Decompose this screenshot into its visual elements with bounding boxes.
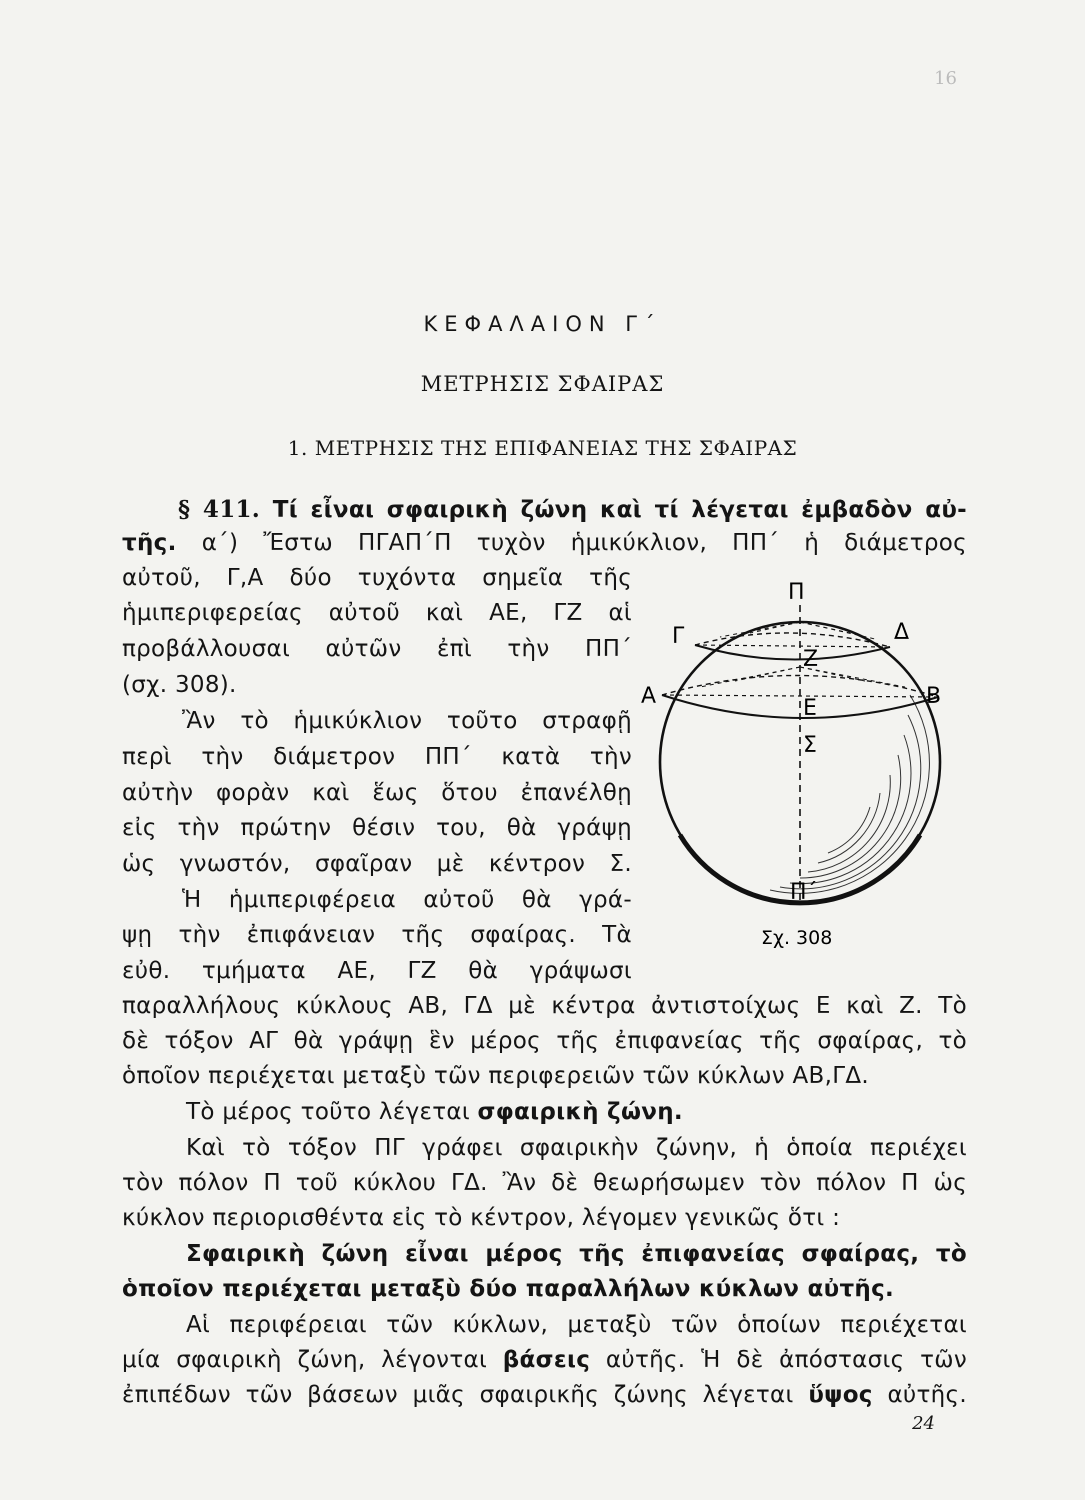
- body-line-17-text: Τὸ μέρος τοῦτο λέγεται: [186, 1099, 470, 1125]
- label-p: Π: [788, 580, 805, 605]
- body-line-1: [122, 530, 967, 556]
- section-heading: 1. ΜΕΤΡΗΣΙΣ ΤΗΣ ΕΠΙΦΑΝΕΙΑΣ ΤΗΣ ΣΦΑΙΡΑΣ: [287, 436, 798, 460]
- definition-line-1: Σφαιρικὴ ζώνη εἶναι μέρος τῆς ἐπιφανείας σφαίρας, τὸ: [186, 1241, 967, 1267]
- label-beta: Β: [926, 684, 942, 709]
- figure-308-sphere: [640, 575, 960, 955]
- body-line-5: (σχ. 308).: [122, 672, 237, 698]
- chapter-title: ΜΕΤΡΗΣΙΣ ΣΦΑΙΡΑΣ: [420, 372, 665, 396]
- faded-top-page-number: 16: [934, 68, 957, 89]
- para-number: § 411.: [178, 496, 261, 523]
- body-line-16: ὁποῖον περιέχεται μεταξὺ τῶν περιφερειῶν τῶν κύκλων ΑΒ,ΓΔ.: [122, 1063, 869, 1089]
- body-line-22-end: αὐτῆς. Ἡ δὲ ἀπόστασις τῶν: [605, 1347, 967, 1373]
- body-line-6: Ἂν τὸ ἡμικύκλιον τοῦτο στραφῇ: [182, 708, 632, 734]
- label-gamma: Γ: [672, 624, 685, 649]
- term-spherical-zone: σφαιρικὴ ζώνη.: [477, 1099, 683, 1125]
- definition-line-2: ὁποῖον περιέχεται μεταξὺ δύο παραλλήλων κύκλων αὐτῆς.: [122, 1276, 895, 1302]
- body-line-2: αὐτοῦ, Γ,Α δύο τυχόντα σημεῖα τῆς: [122, 565, 632, 591]
- label-p-prime: Π΄: [790, 880, 818, 905]
- page-number: 24: [912, 1413, 935, 1434]
- term-height: ὕψος: [808, 1382, 873, 1408]
- sphere-shading: [770, 695, 929, 893]
- body-line-10: ὡς γνωστόν, σφαῖραν μὲ κέντρον Σ.: [122, 851, 632, 877]
- body-line-23: [122, 1382, 967, 1408]
- body-line-11: Ἡ ἡμιπεριφέρεια αὐτοῦ θὰ γρά-: [182, 887, 632, 913]
- circle-gamma-delta-front: [695, 645, 890, 660]
- para-title-text: Τί εἶναι σφαιρικὴ ζώνη καὶ τί λέγεται ἐμβαδὸν αὐ-: [272, 497, 967, 523]
- term-bases: βάσεις: [502, 1347, 591, 1373]
- label-epsilon: Ε: [803, 696, 817, 721]
- para-title-end: τῆς.: [122, 530, 177, 556]
- body-line-12: ψῃ τὴν ἐπιφάνειαν τῆς σφαίρας. Τὰ: [122, 922, 632, 948]
- label-sigma: Σ: [803, 733, 817, 758]
- label-alpha: Α: [641, 684, 657, 709]
- body-line-21: Αἱ περιφέρειαι τῶν κύκλων, μεταξὺ τῶν ὁποίων περιέχεται: [186, 1312, 967, 1338]
- label-delta: Δ: [894, 620, 910, 645]
- body-line-8: αὐτὴν φορὰν καὶ ἕως ὅτου ἐπανέλθῃ: [122, 780, 632, 806]
- body-line-15: δὲ τόξον ΑΓ θὰ γράψῃ ἓν μέρος τῆς ἐπιφανείας τῆς σφαίρας, τὸ: [122, 1028, 967, 1054]
- body-line-14: παραλλήλους κύκλους ΑΒ, ΓΔ μὲ κέντρα ἀντιστοίχως Ε καὶ Ζ. Τὸ: [122, 993, 967, 1019]
- para-title-line-1: [178, 496, 967, 523]
- body-line-22: [122, 1347, 967, 1373]
- body-line-20: κύκλον περιορισθέντα εἰς τὸ κέντρον, λέγομεν γενικῶς ὅτι :: [122, 1205, 841, 1231]
- body-line-3: ἡμιπεριφερείας αὐτοῦ καὶ ΑΕ, ΓΖ αἱ: [122, 600, 632, 626]
- body-line-7: περὶ τὴν διάμετρον ΠΠ΄ κατὰ τὴν: [122, 744, 632, 770]
- body-line-13: εὐθ. τμήματα ΑΕ, ΓΖ θὰ γράψωσι: [122, 958, 632, 984]
- figure-caption: Σχ. 308: [761, 927, 833, 949]
- body-line-23-end: αὐτῆς.: [887, 1382, 967, 1408]
- spokes-top: [720, 622, 875, 639]
- body-line-17: [186, 1099, 683, 1125]
- body-line-1-text: α΄) Ἔστω ΠΓΑΠ΄Π τυχὸν ἡμικύκλιον, ΠΠ΄ ἡ διάμετρος: [201, 530, 967, 556]
- body-line-19: τὸν πόλον Π τοῦ κύκλου ΓΔ. Ἂν δὲ θεωρήσωμεν τὸν πόλον Π ὡς: [122, 1170, 967, 1196]
- body-line-4: προβάλλουσαι αὐτῶν ἐπὶ τὴν ΠΠ΄: [122, 636, 632, 662]
- body-line-22-text: μία σφαιρικὴ ζώνη, λέγονται: [122, 1347, 488, 1373]
- label-zeta: Ζ: [803, 647, 819, 672]
- body-line-18: Καὶ τὸ τόξον ΠΓ γράφει σφαιρικὴν ζώνην, ἡ ὁποία περιέχει: [186, 1135, 967, 1161]
- chapter-heading: ΚΕΦΑΛΑΙΟΝ Γ΄: [423, 312, 662, 336]
- body-line-9: εἰς τὴν πρώτην θέσιν του, θὰ γράψῃ: [122, 815, 632, 841]
- body-line-23-text: ἐπιπέδων τῶν βάσεων μιᾶς σφαιρικῆς ζώνης λέγεται: [122, 1382, 794, 1408]
